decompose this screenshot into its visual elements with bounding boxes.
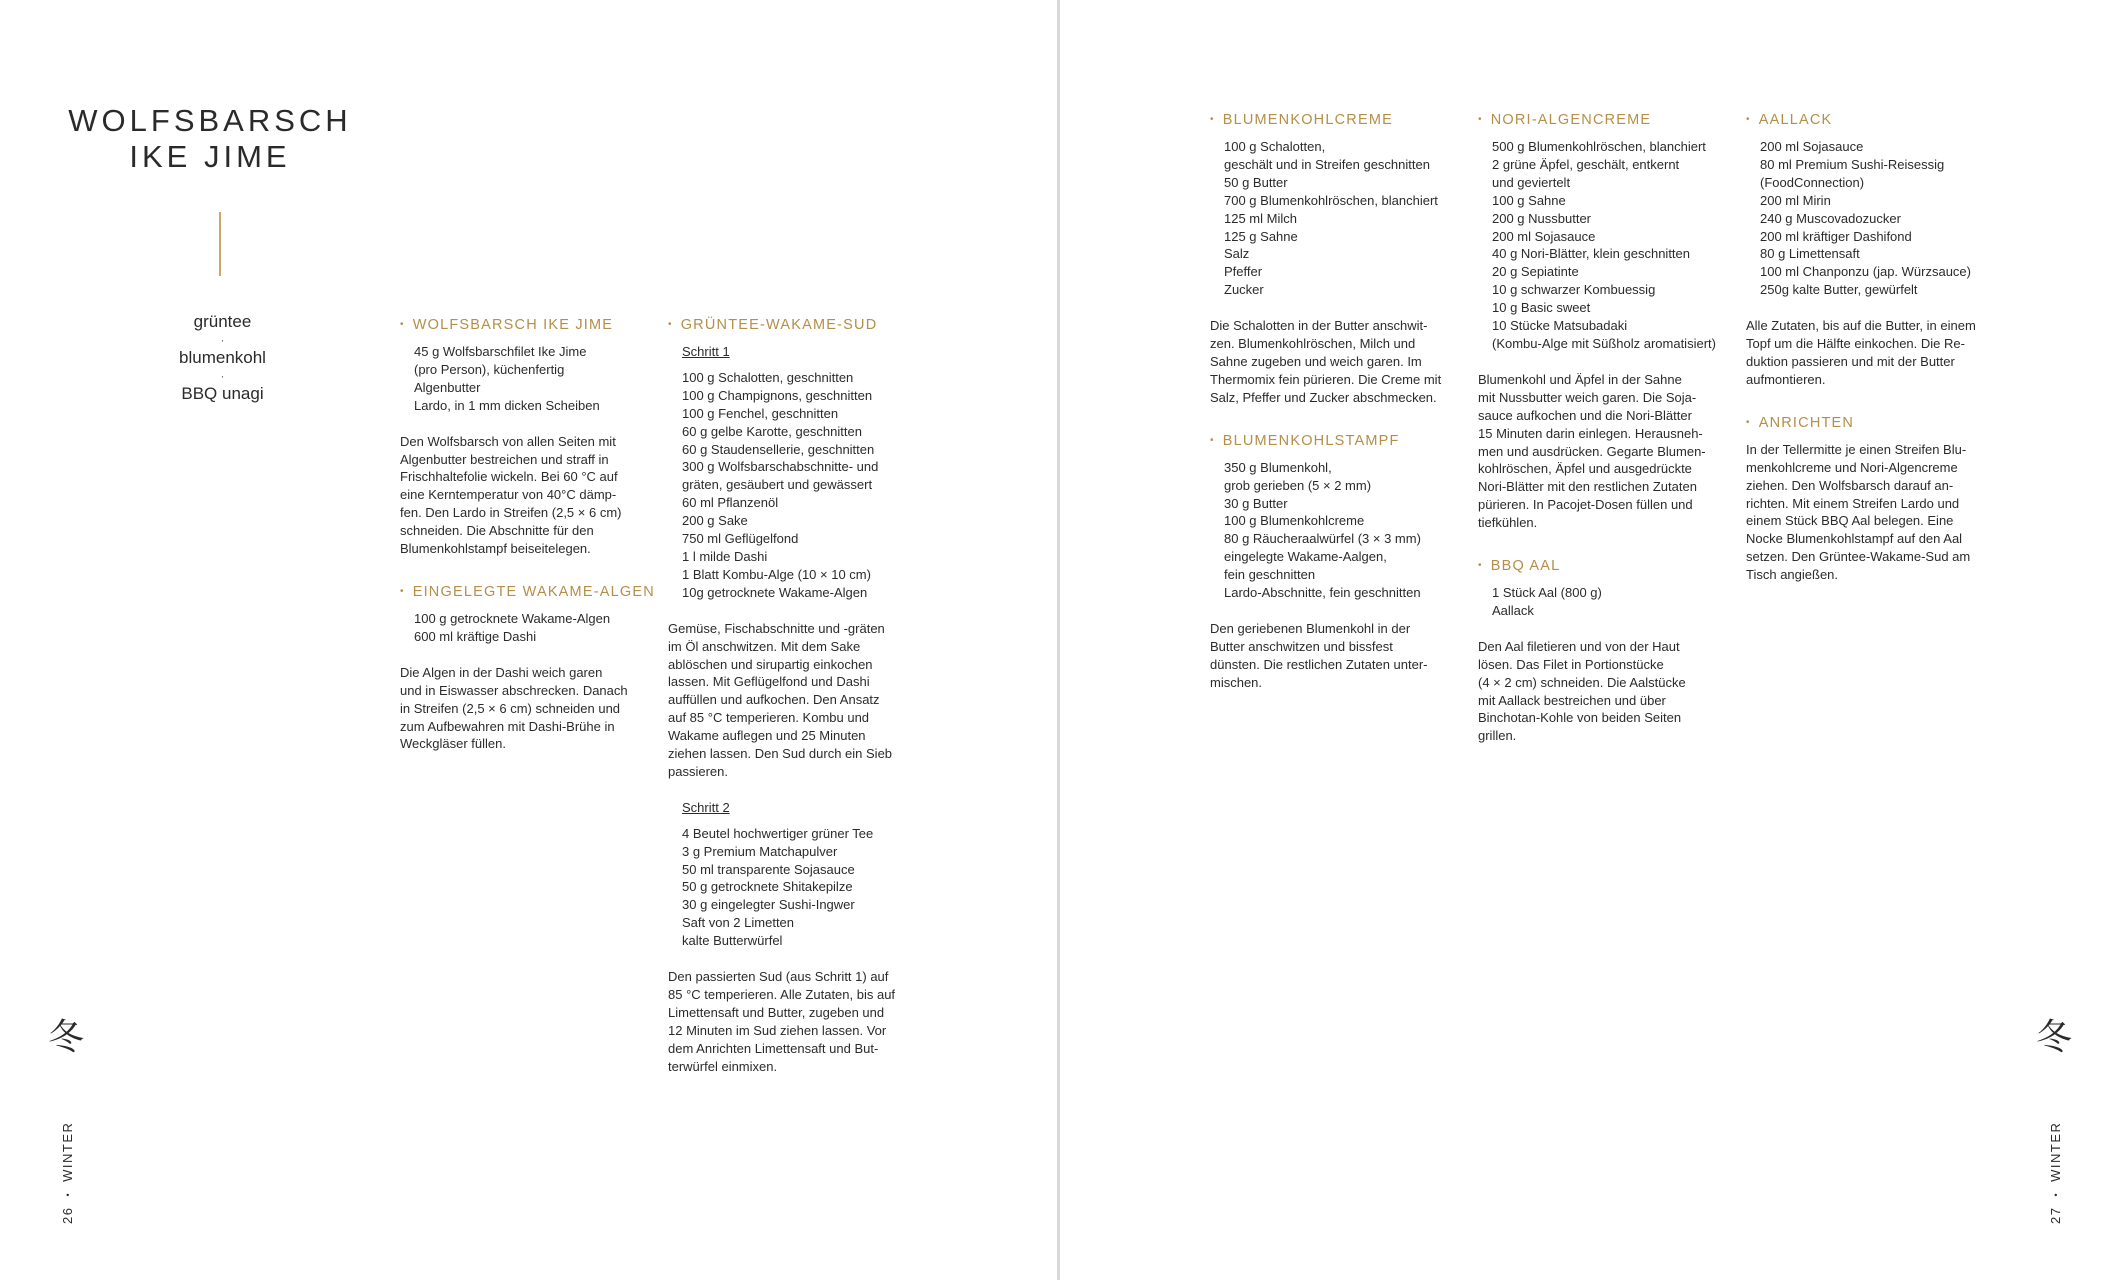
ingredient-list: 200 ml Sojasauce 80 ml Premium Sushi-Reisessig (FoodConnection) 200 ml Mirin 240 g Muscovadozucker 200 ml kräftiger Dashifond 80 g Limettensaft 100 ml Chanponzu (jap. Würzsauce) 250g kalte Butter, gewürfelt [1760,139,1971,298]
instruction-text: Den passierten Sud (aus Schritt 1) auf 85 °C temperieren. Alle Zutaten, bis auf Limettensaft und Butter, zugeben und 12 Minuten im Sud ziehen lassen. Vor dem Anrichten Limettensaft und But- terwürfel einmixen. [668,969,896,1074]
winter-kanji: 冬 [2036,1017,2073,1058]
ingredient-list: 100 g getrocknete Wakame-Algen 600 ml kräftige Dashi [414,610,611,644]
right-column-3 [1746,110,2006,608]
season-label: WINTER [60,1121,75,1182]
left-column-2 [668,315,928,1100]
section-heading: • AALLACK [1746,112,1833,128]
section-heading: • EINGELEGTE WAKAME-ALGEN [400,583,655,600]
bullet-icon: • [400,319,405,330]
left-column-1 [400,315,655,777]
right-page [1060,0,2119,1280]
instruction-text: Die Schalotten in der Butter anschwit- zen. Blumenkohlröschen, Milch und Sahne zugeben und weich garen. Im Thermomix fein pürieren. Die Creme mit Salz, Pfeffer und Zucker abschmecken. [1210,318,1442,405]
bullet-icon: • [400,585,405,597]
instruction-text: Den Wolfsbarsch von allen Seiten mit Algenbutter bestreichen und straff in Frischhaltefolie wickeln. Bei 60 °C auf eine Kerntemperatur von 40°C dämp- fen. Den Lardo in Streifen (2,5 × 6 cm) schneiden. Die Abschnitte für den Blumenkohlstampf beiseitelegen. [400,433,622,557]
step-label: Schritt 1 [682,344,730,359]
title-line-2: IKE JIME [129,139,291,174]
recipe-subtitle [140,312,305,404]
ingredient-list: 45 g Wolfsbarschfilet Ike Jime (pro Person), küchenfertig Algenbutter Lardo, in 1 mm dicken Scheiben [414,344,600,413]
section-blumenkohlstampf [1210,431,1465,692]
instruction-text: Gemüse, Fischabschnitte und -gräten im Öl anschwitzen. Mit dem Sake ablöschen und sirupartig einkochen lassen. Mit Geflügelfond und Dashi auffüllen und aufkochen. Den Ansatz auf 85 °C temperieren. Kombu und Wakame auflegen und 25 Minuten ziehen lassen. Den Sud durch ein Sieb passieren. [668,620,893,779]
ingredient-list: 100 g Schalotten, geschält und in Streifen geschnitten 50 g Butter 700 g Blumenkohlröschen, blanchiert 125 ml Milch 125 g Sahne Salz Pfeffer Zucker [1224,139,1438,298]
subtitle-word: BBQ unagi [181,384,264,403]
page-footer-vertical [58,1104,78,1224]
section-heading: • BLUMENKOHLCREME [1210,112,1393,128]
winter-kanji: 冬 [48,1017,85,1058]
instruction-text: Den Aal filetieren und von der Haut lösen. Das Filet in Portionstücke (4 × 2 cm) schneiden. Die Aalstücke mit Aallack bestreichen und über Binchotan-Kohle von beiden Seiten grillen. [1478,638,1686,744]
section-wolfsbarsch [400,315,650,558]
bullet-icon: • [1478,114,1483,125]
section-gruentee-sud [668,315,928,1076]
left-page [0,0,1057,1280]
bullet-icon: • [1746,114,1751,125]
season-label: WINTER [2048,1121,2063,1182]
subtitle-dot: · [220,369,225,383]
recipe-title [60,103,360,175]
section-heading: • NORI-ALGENCREME [1478,112,1652,128]
gold-divider [219,212,221,276]
bullet-icon: • [1746,416,1751,428]
subtitle-word: blumenkohl [179,348,266,367]
section-wakame [400,582,655,753]
right-column-1 [1210,110,1465,716]
instruction-text: Alle Zutaten, bis auf die Butter, in einem Topf um die Hälfte einkochen. Die Re- duktion passieren und mit der Butter aufmontieren. [1746,318,1976,387]
section-heading: • BLUMENKOHLSTAMPF [1210,432,1400,449]
instruction-text: In der Tellermitte je einen Streifen Blu- menkohlcreme und Nori-Algencreme ziehen. Den Wolfsbarsch darauf an- richten. Mit einem Streifen Lardo und einem Stück BBQ Aal belegen. Eine Nocke Blumenkohlstampf auf den Aal setzen. Den Grüntee-Wakame-Sud am Tisch angießen. [1746,441,1971,583]
section-anrichten [1746,413,2006,584]
instruction-text: Blumenkohl und Äpfel in der Sahne mit Nussbutter weich garen. Die Soja- sauce aufkochen und die Nori-Blätter 15 Minuten darin einlegen. Herausneh- men und ausdrücken. Gegarte Blumen- kohlröschen, Äpfel und ausgedrückte Nori-Blätter mit den restlichen Zutaten pürieren. In Pacojet-Dosen füllen und tiefkühlen. [1478,371,1706,531]
subtitle-dot: · [220,333,225,347]
section-heading: • ANRICHTEN [1746,414,1855,431]
bullet-icon: • [1210,114,1215,125]
ingredient-list: 100 g Schalotten, geschnitten 100 g Champignons, geschnitten 100 g Fenchel, geschnitten 60 g gelbe Karotte, geschnitten 60 g Staudensellerie, geschnitten 300 g Wolfsbarschabschnitte- und gräten, gesäubert und gewässert 60 ml Pflanzenöl 200 g Sake 750 ml Geflügelfond 1 l milde Dashi 1 Blatt Kombu-Alge (10 × 10 cm) 10g getrocknete Wakame-Algen [682,369,879,600]
section-heading: • WOLFSBARSCH IKE JIME [400,317,614,333]
section-heading: • BBQ AAL [1478,558,1561,575]
ingredient-list: 500 g Blumenkohlröschen, blanchiert 2 grüne Äpfel, geschält, entkernt und geviertelt 100 g Sahne 200 g Nussbutter 200 ml Sojasauce 40 g Nori-Blätter, klein geschnitten 20 g Sepiatinte 10 g schwarzer Kombuessig 10 g Basic sweet 10 Stücke Matsubadaki (Kombu-Alge mit Süßholz aromatisiert) [1492,139,1716,351]
ingredient-list: 1 Stück Aal (800 g) Aallack [1492,585,1602,618]
subtitle-word: grüntee [193,312,252,331]
page-number: 26 [60,1206,75,1224]
section-blumenkohlcreme [1210,110,1465,407]
bullet-icon: • [1478,560,1483,572]
section-heading: • GRÜNTEE-WAKAME-SUD [668,317,878,333]
instruction-text: Die Algen in der Dashi weich garen und in Eiswasser abschrecken. Danach in Streifen (2,5 × 6 cm) schneiden und zum Aufbewahren mit Dashi-Brühe in Weckgläser füllen. [400,664,628,752]
bullet-icon: • [1210,434,1215,446]
right-column-2 [1478,110,1738,769]
page-footer-vertical [2046,1104,2066,1224]
section-nori-algencreme [1478,110,1738,532]
section-bbq-aal [1478,556,1738,745]
footer-dot: • [2051,1191,2061,1197]
section-aallack [1746,110,2006,389]
ingredient-list: 4 Beutel hochwertiger grüner Tee 3 g Premium Matchapulver 50 ml transparente Sojasauce 50 g getrocknete Shitakepilze 30 g eingelegter Sushi-Ingwer Saft von 2 Limetten kalte Butterwürfel [682,825,874,949]
bullet-icon: • [668,319,673,330]
footer-dot: • [63,1191,73,1197]
instruction-text: Den geriebenen Blumenkohl in der Butter anschwitzen und bissfest dünsten. Die restlichen Zutaten unter- mischen. [1210,620,1428,690]
page-number: 27 [2048,1206,2063,1224]
ingredient-list: 350 g Blumenkohl, grob gerieben (5 × 2 mm) 30 g Butter 100 g Blumenkohlcreme 80 g Räucheraalwürfel (3 × 3 mm) eingelegte Wakame-Aalgen, fein geschnitten Lardo-Abschnitte, fein geschnitten [1224,459,1421,601]
step-label: Schritt 2 [682,799,730,815]
title-line-1: WOLFSBARSCH [68,103,352,138]
